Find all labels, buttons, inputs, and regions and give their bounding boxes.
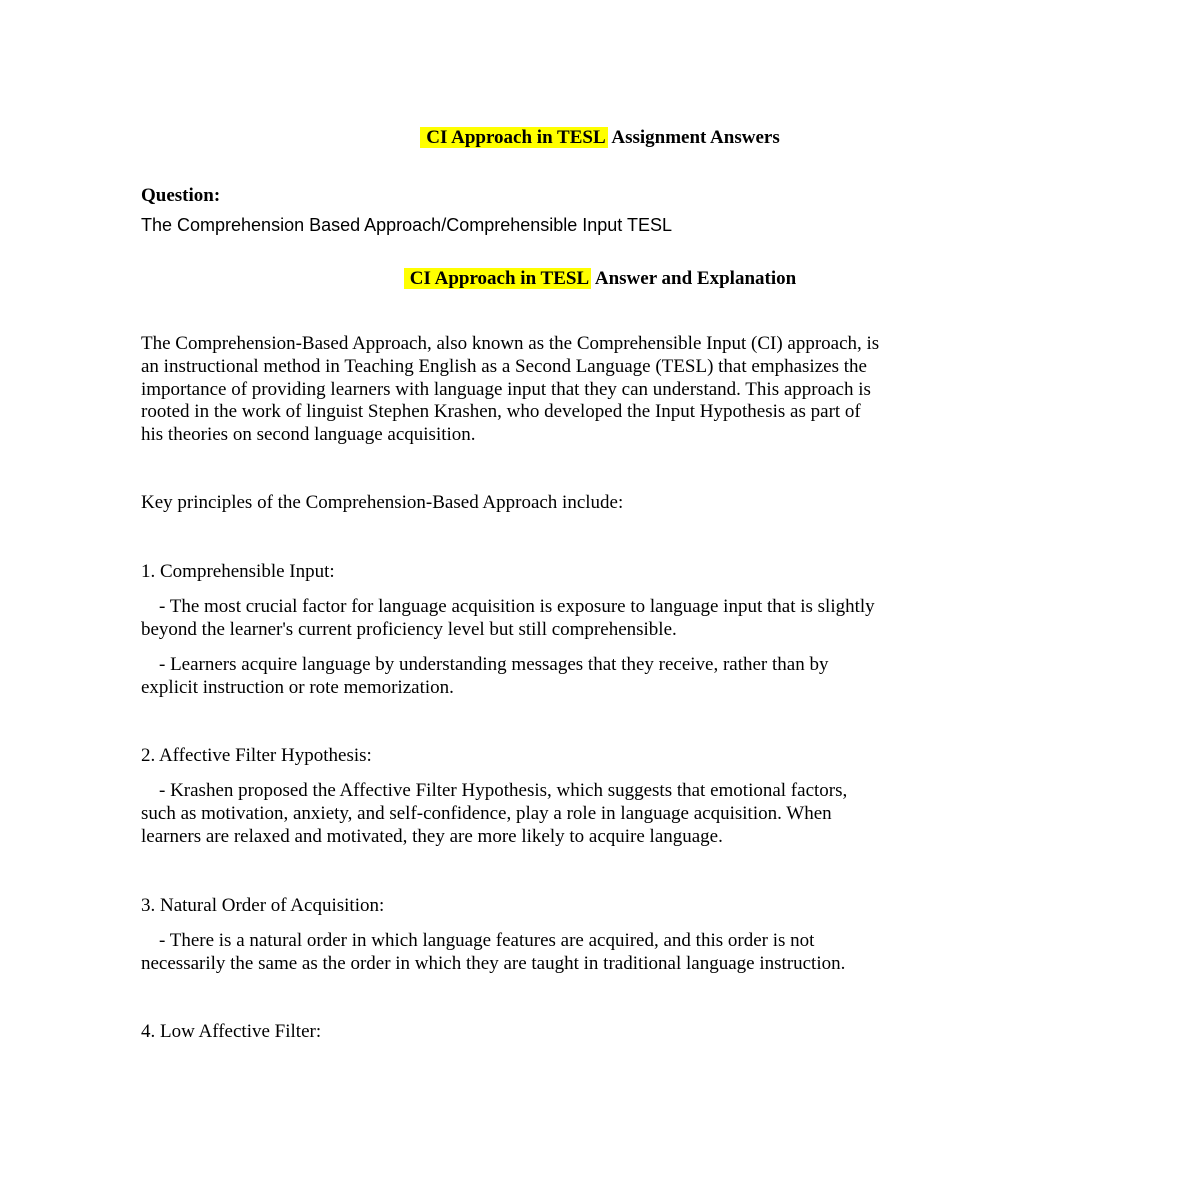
section-2-bullet-1 [141, 780, 1071, 848]
intro-paragraph [141, 333, 1071, 447]
bullet-line: - Learners acquire language by understanding messages that they receive, rather than by [159, 654, 829, 675]
section-3-heading: 3. Natural Order of Acquisition: [141, 895, 385, 916]
intro-line: importance of providing learners with language input that they can understand. This approach is [141, 378, 871, 400]
intro-line: rooted in the work of linguist Stephen Krashen, who developed the Input Hypothesis as part of [141, 401, 861, 423]
answer-heading-highlight: CI Approach in TESL [404, 268, 591, 289]
intro-line: an instructional method in Teaching English as a Second Language (TESL) that emphasizes the [141, 355, 867, 377]
section-1-bullet-1 [141, 596, 1071, 642]
section-3-bullet-1 [141, 930, 1071, 976]
section-2-heading: 2. Affective Filter Hypothesis: [141, 745, 372, 766]
question-text: The Comprehension Based Approach/Comprehensible Input TESL [141, 215, 672, 235]
bullet-line: learners are relaxed and motivated, they are more likely to acquire language. [141, 825, 723, 847]
bullet-line: necessarily the same as the order in which they are taught in traditional language instruction. [141, 952, 846, 974]
bullet-line: such as motivation, anxiety, and self-confidence, play a role in language acquisition. When [141, 802, 832, 824]
bullet-line: beyond the learner's current proficiency level but still comprehensible. [141, 618, 677, 640]
bullet-line: - Krashen proposed the Affective Filter Hypothesis, which suggests that emotional factors, [159, 780, 848, 801]
section-1-heading: 1. Comprehensible Input: [141, 561, 335, 582]
answer-heading [0, 267, 1200, 291]
title-highlight: CI Approach in TESL [420, 127, 607, 148]
answer-heading-rest: Answer and Explanation [594, 268, 797, 289]
bullet-line: - The most crucial factor for language acquisition is exposure to language input that is slightly [159, 596, 875, 617]
intro-line: his theories on second language acquisition. [141, 424, 476, 446]
section-1-bullet-2 [141, 654, 1071, 700]
bullet-line: explicit instruction or rote memorization. [141, 676, 454, 698]
document-title [0, 126, 1200, 150]
section-4-heading: 4. Low Affective Filter: [141, 1021, 322, 1042]
intro-line: The Comprehension-Based Approach, also known as the Comprehensible Input (CI) approach, is [141, 333, 880, 354]
title-rest: Assignment Answers [611, 127, 780, 148]
principles-intro: Key principles of the Comprehension-Based Approach include: [141, 492, 624, 513]
bullet-line: - There is a natural order in which language features are acquired, and this order is not [159, 930, 815, 951]
question-label: Question: [141, 185, 221, 206]
